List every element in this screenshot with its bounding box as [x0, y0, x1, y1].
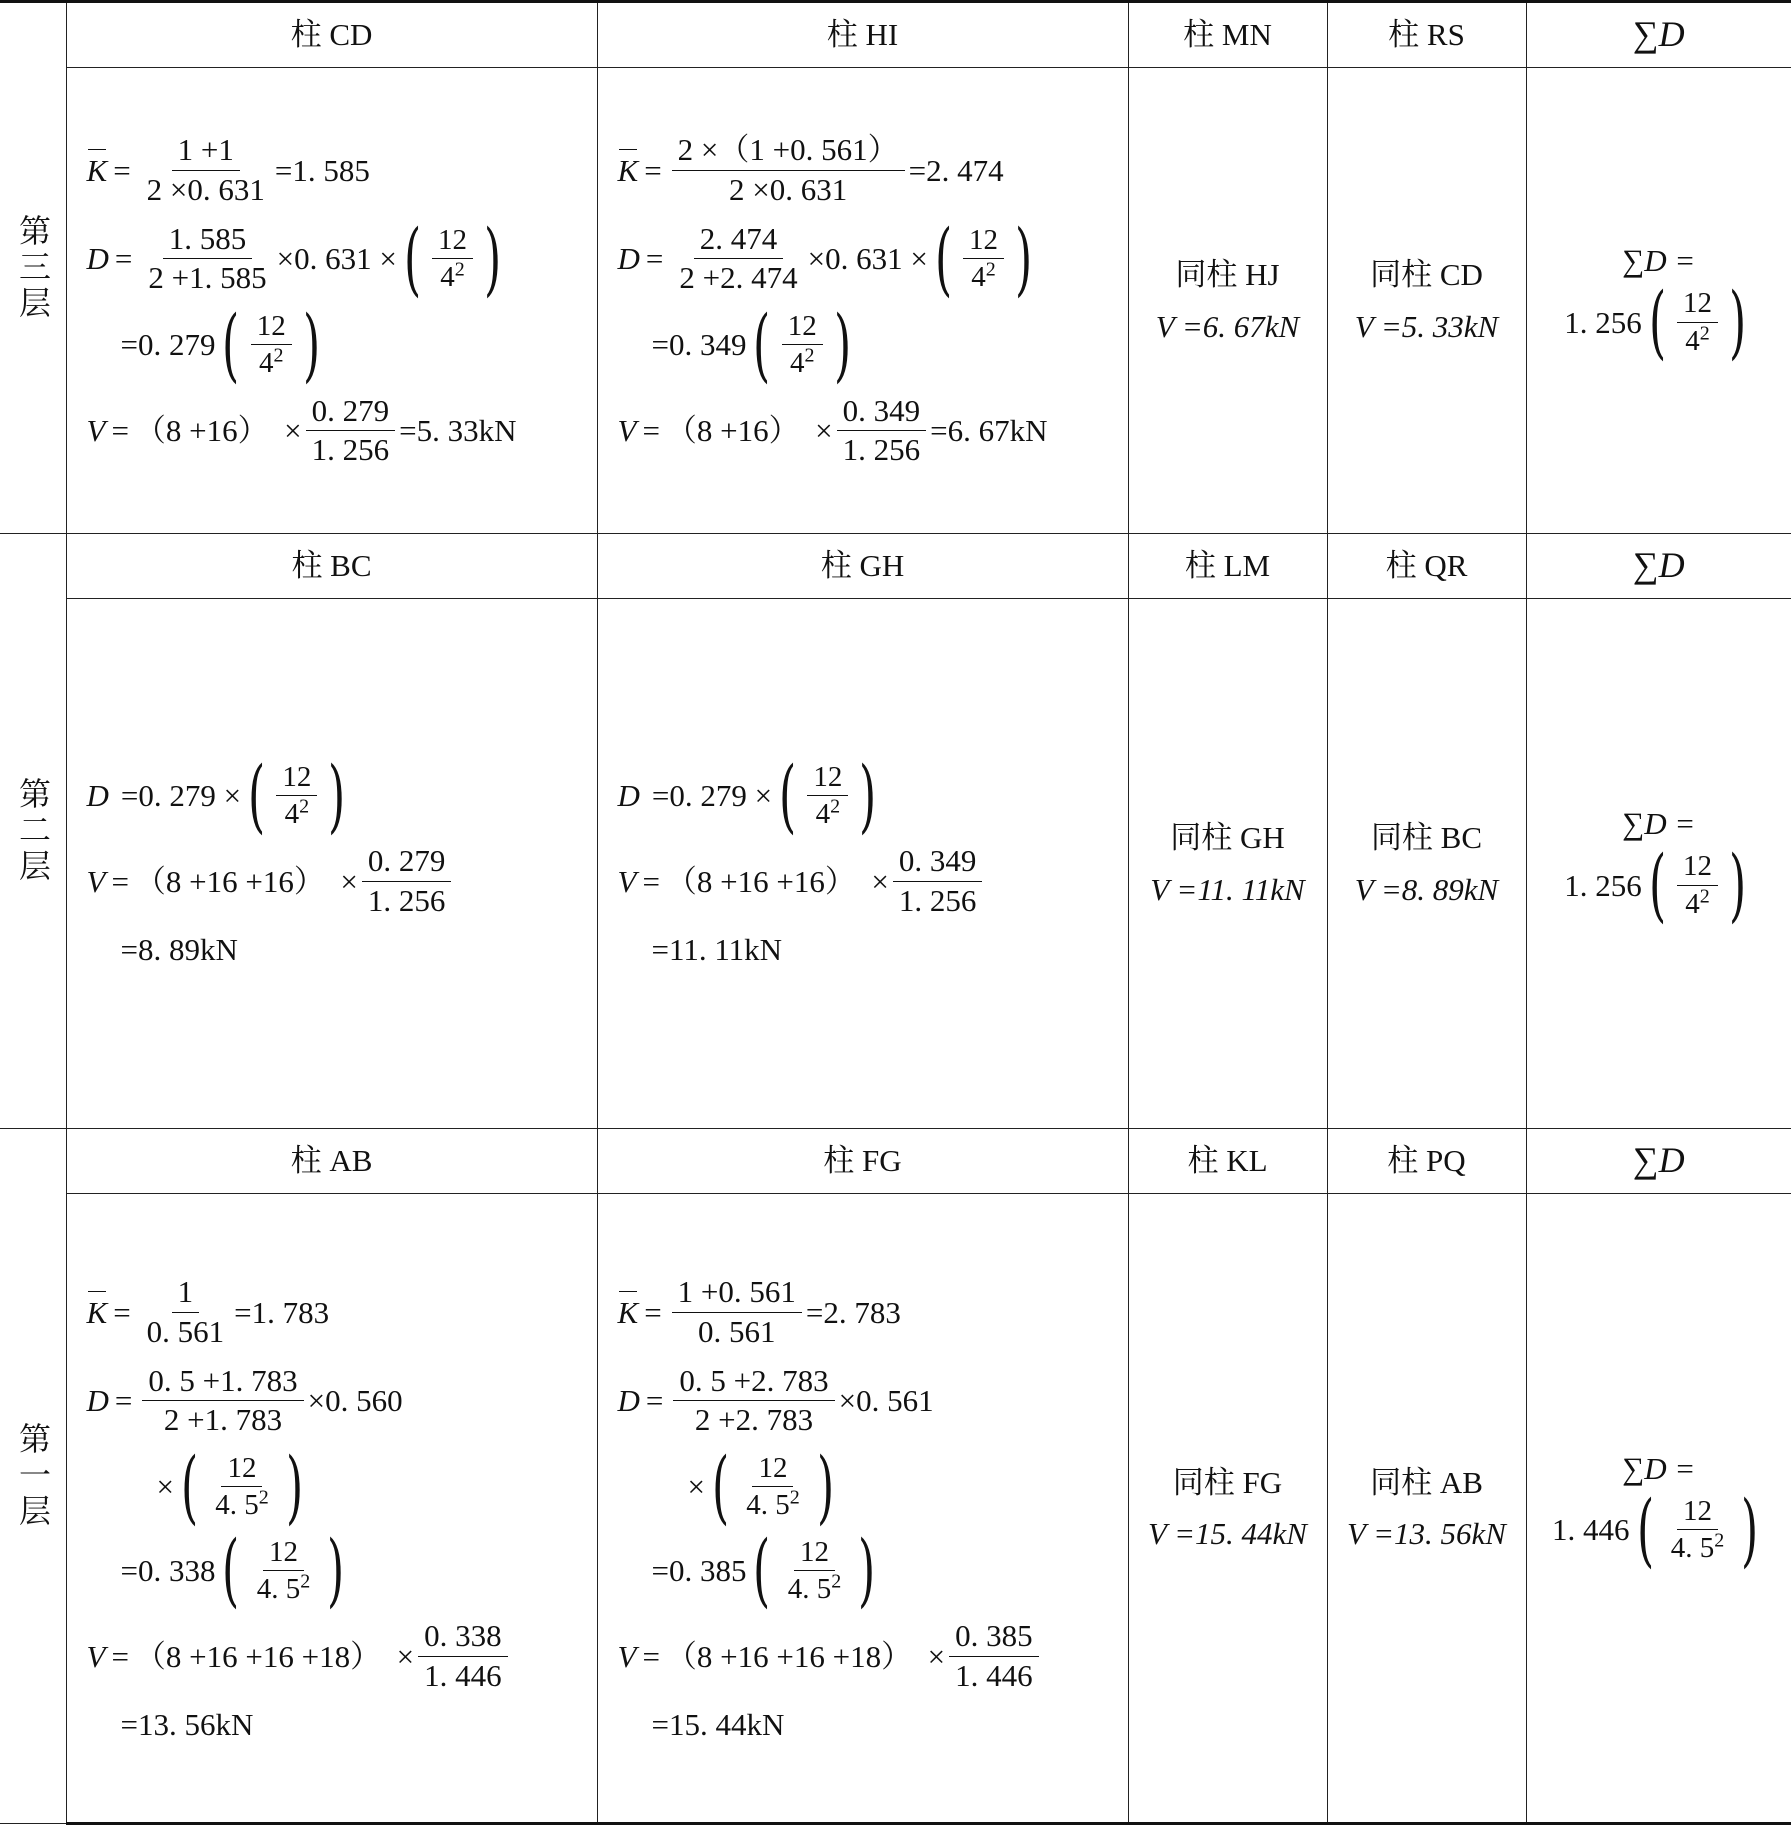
col-header: 柱 PQ — [1327, 1129, 1526, 1194]
sum-cell: ∑D = 1. 256 ( $\frac{12}{4^2}$ ) — [1526, 68, 1791, 534]
col-header: 柱 BC — [66, 534, 597, 599]
same-as-cell: 同柱 GH V =11. 11kN — [1128, 599, 1327, 1129]
formula-cell: D =0. 279 × ( $\frac{12}{4^2}$ ) V = （8 +16 +16） × $\frac{0. 279}{1. 256}$ =8. 89kN — [66, 599, 597, 1129]
same-as-cell: 同柱 CD V =5. 33kN — [1327, 68, 1526, 534]
col-header: 柱 HI — [597, 2, 1128, 68]
formula-cell: K = $\frac{1 +1}{2 \times 0. 631}$ =1. 585 D = $\frac{1. 585}{2 +1. 585}$ ×0. 631 × ( $\frac{12}{4^2}$ ) =0. 279 ( $\frac{12}{4^2}$ ) V = （8 +16） × $\frac{0. 279}{1. 256}$ =5. 33kN — [66, 68, 597, 534]
same-as-cell: 同柱 AB V =13. 56kN — [1327, 1194, 1526, 1824]
sum-header: ∑D — [1526, 1129, 1791, 1194]
formula-cell: K = $\frac{2 \times(1 +0. 561)}{2 \times 0. 631}$ =2. 474 D = $\frac{2. 474}{2 +2. 474}$ ×0. 631 × ( $\frac{12}{4^2}$ ) =0. 349 ( $\frac{12}{4^2}$ ) V = （8 +16） × $\frac{0. 349}{1. 256}$ =6. 67kN — [597, 68, 1128, 534]
sum-header: ∑D — [1526, 534, 1791, 599]
col-header: 柱 GH — [597, 534, 1128, 599]
formula-cell: D =0. 279 × ( $\frac{12}{4^2}$ ) V = （8 +16 +16） × $\frac{0. 349}{1. 256}$ =11. 11kN — [597, 599, 1128, 1129]
floor-label: 第二层 — [0, 534, 66, 1129]
col-header: 柱 CD — [66, 2, 597, 68]
col-header: 柱 KL — [1128, 1129, 1327, 1194]
col-header: 柱 QR — [1327, 534, 1526, 599]
floor-label: 第三层 — [0, 2, 66, 534]
col-header: 柱 LM — [1128, 534, 1327, 599]
formula-cell: K = $\frac{1}{0. 561}$ =1. 783 D = $\frac{0. 5 +1. 783}{2 +1. 783}$ ×0. 560 × ( $\frac{12}{4. 5^2}$ ) =0. 338 ( $\frac{12}{4. 5^2}$ ) V = （8 +16 +16 +18） × $\frac{0. 338}{1. 446}$ =13. 56kN — [66, 1194, 597, 1824]
same-as-cell: 同柱 HJ V =6. 67kN — [1128, 68, 1327, 534]
sum-cell: ∑D = 1. 446 ( $\frac{12}{4. 5^2}$ ) — [1526, 1194, 1791, 1824]
col-header: 柱 AB — [66, 1129, 597, 1194]
same-as-cell: 同柱 BC V =8. 89kN — [1327, 599, 1526, 1129]
same-as-cell: 同柱 FG V =15. 44kN — [1128, 1194, 1327, 1824]
formula-cell: K = $\frac{1 +0. 561}{0. 561}$ =2. 783 D = $\frac{0. 5 +2. 783}{2 +2. 783}$ ×0. 561 × ( $\frac{12}{4. 5^2}$ ) =0. 385 ( $\frac{12}{4. 5^2}$ ) V = （8 +16 +16 +18） × $\frac{0. 385}{1. 446}$ =15. 44kN — [597, 1194, 1128, 1824]
col-header: 柱 MN — [1128, 2, 1327, 68]
sum-cell: ∑D = 1. 256 ( $\frac{12}{4^2}$ ) — [1526, 599, 1791, 1129]
col-header: 柱 FG — [597, 1129, 1128, 1194]
sum-header: ∑D — [1526, 2, 1791, 68]
col-header: 柱 RS — [1327, 2, 1526, 68]
floor-label: 第一层 — [0, 1129, 66, 1824]
